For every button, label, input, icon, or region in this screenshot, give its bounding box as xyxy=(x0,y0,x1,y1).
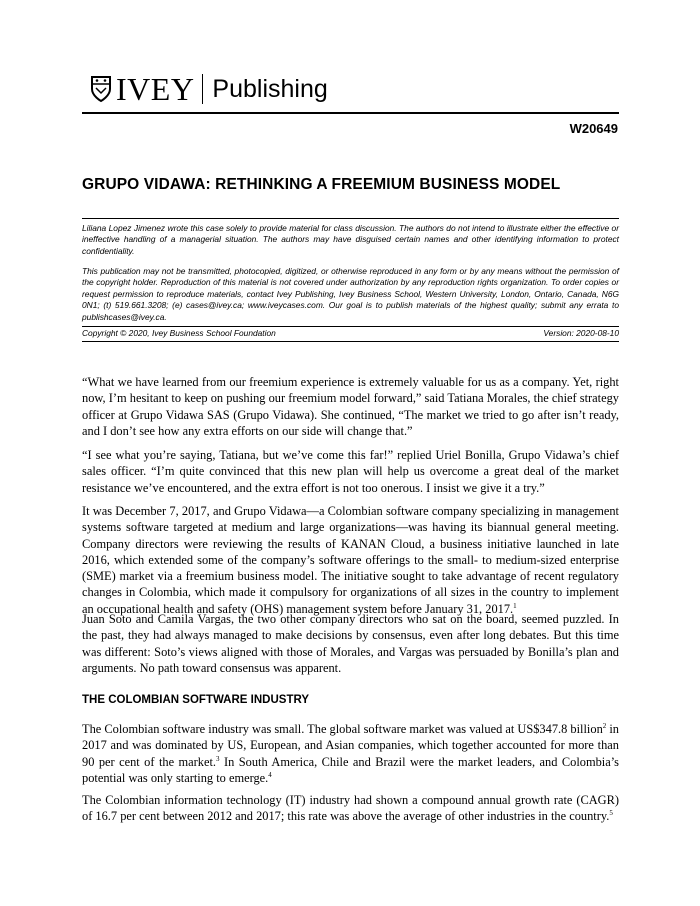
paragraph-6-text: The Colombian information technology (IT) industry had shown a compound annual growth rate (CAGR) of 16.7 per cent between 2012 and 2017; this rate was above the average of other industries in the country. xyxy=(82,793,619,824)
logo-brand: IVEY xyxy=(116,71,195,107)
paragraph-3-text: It was December 7, 2017, and Grupo Vidawa—a Colombian software company specializing in management systems software targeted at medium and large organizations—was having its biannual general meeting. Company directors were reviewing the results of KANAN Cloud, a business initiative launched in late 2016, which extended some of the company’s software offerings to the small- to medium-sized enterprise (SME) market via a freemium business model. The initiative sought to take advantage of recent regulatory changes in Colombia, which made it compulsory for organizations of all sizes in the country to implement an occupational health and safety (OHS) management system before January 31, 2017. xyxy=(82,504,619,616)
rights-disclaimer: This publication may not be transmitted, photocopied, digitized, or otherwise reproduced in any form or by any means without the permission of the copyright holder. Reproduction of this material is not covered under authorization by any reproduction rights organization. To order copies or request permission to reproduce materials, contact Ivey Publishing, Ivey Business School, Western University, London, Ontario, Canada, N6G 0N1; (t) 519.661.3208; (e) cases@ivey.ca; www.iveycases.com. Our goal is to publish materials of the highest quality; submit any errata to publishcases@ivey.ca. xyxy=(82,266,619,322)
copyright-row xyxy=(82,328,619,339)
paragraph-1: “What we have learned from our freemium experience is extremely valuable for us as a company. Yet, right now, I’m hesitant to keep on pushing our freemium model forward,” said Tatiana Morales, the chief strategy officer at Grupo Vidawa SAS (Grupo Vidawa). She continued, “The market we tried to go after isn’t ready, and I don’t see how any extra efforts on our side will change that.” xyxy=(82,375,619,438)
logo-divider xyxy=(202,74,203,104)
paragraph-5-text-a: The Colombian software industry was small. The global software market was valued at US$347.8 billion xyxy=(82,722,603,736)
authorship-disclaimer: Liliana Lopez Jimenez wrote this case solely to provide material for class discussion. The authors do not intend to illustrate either the effective or ineffective handling of a managerial situation. The authors may have disguised certain names and other identifying information to protect confidentiality. xyxy=(82,223,619,256)
paragraph-2: “I see what you’re saying, Tatiana, but we’ve come this far!” replied Uriel Bonilla, Grupo Vidawa’s chief sales officer. “I’m quite convinced that this new plan will help us overcome a great deal of the market resistance we’ve encountered, and the extra effort is not too onerous. I insist we give it a try.” xyxy=(82,448,619,495)
version-text: Version: 2020-08-10 xyxy=(543,328,619,338)
section-heading: THE COLOMBIAN SOFTWARE INDUSTRY xyxy=(82,694,310,706)
ivey-publishing-logo xyxy=(90,72,328,106)
paragraph-5-text-c: In South America, Chile and Brazil were the market leaders, and Colombia’s potential was only starting to emerge. xyxy=(82,754,619,785)
case-title: GRUPO VIDAWA: RETHINKING A FREEMIUM BUSINESS MODEL xyxy=(82,176,561,193)
copyright-rule-top xyxy=(82,326,619,327)
copyright-rule-bottom xyxy=(82,341,619,342)
footnote-ref-5: 5 xyxy=(609,809,613,818)
ivey-shield-icon xyxy=(90,75,112,103)
title-rule xyxy=(82,218,619,219)
paragraph-6 xyxy=(82,792,619,825)
paragraph-3 xyxy=(82,503,619,617)
footnote-ref-2: 2 xyxy=(602,721,607,730)
footnote-ref-1: 1 xyxy=(513,601,517,610)
case-number: W20649 xyxy=(569,121,618,136)
paragraph-5-text-b: in 2017 and was dominated by US, European, and Asian companies, which together accounted for more than 90 per cent of the market. xyxy=(82,722,620,769)
header-rule xyxy=(82,112,619,114)
footnote-ref-3: 3 xyxy=(216,754,220,763)
logo-section: Publishing xyxy=(212,75,328,103)
copyright-text: Copyright © 2020, Ivey Business School Foundation xyxy=(82,328,276,338)
paragraph-4: Juan Soto and Camila Vargas, the two other company directors who sat on the board, seemed puzzled. In the past, they had always managed to make decisions by consensus, even after long debates. But this time was different: Soto’s views aligned with those of Morales, and Vargas was persuaded by Bonilla’s plan and arguments. No path toward consensus was apparent. xyxy=(82,612,619,675)
paragraph-5 xyxy=(82,721,619,786)
footnote-ref-4: 4 xyxy=(268,770,272,779)
